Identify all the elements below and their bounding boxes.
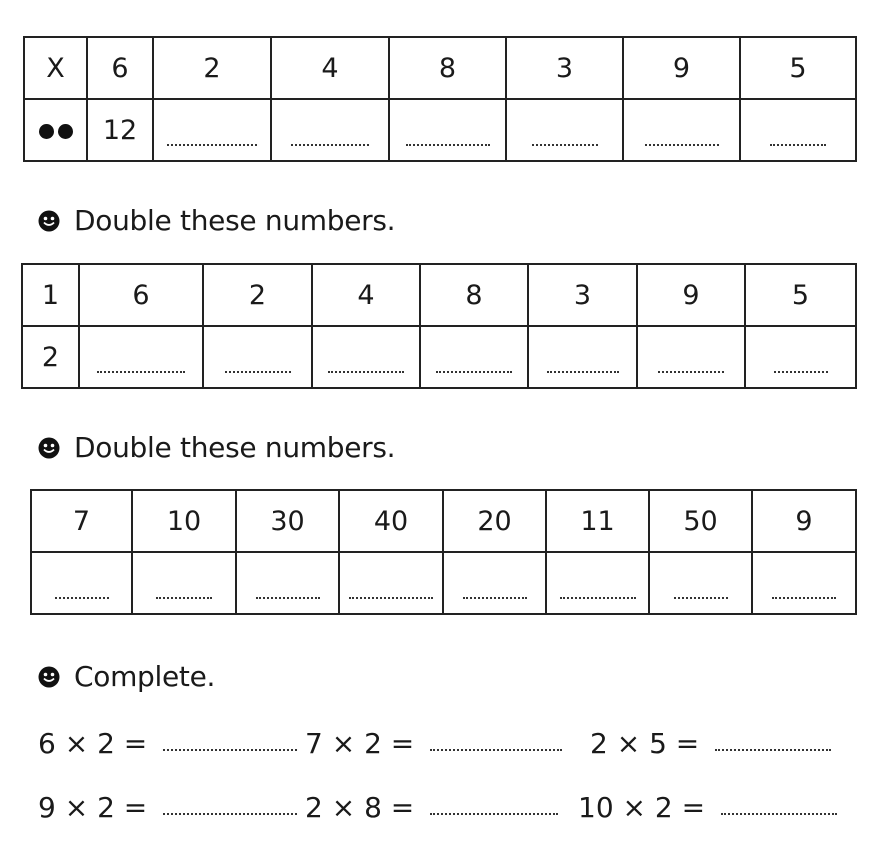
table3-cell: 9 [752,490,856,552]
table1-given-answer: 12 [87,99,153,161]
equation [578,784,837,824]
answer-blank[interactable] [649,552,752,614]
answer-blank[interactable] [623,99,740,161]
answer-blank[interactable] [430,812,558,815]
equation-expression: 2 × 5 = [590,727,700,760]
table2-cell: 9 [637,264,745,326]
answer-blank[interactable] [506,99,623,161]
table2-row-header: 2 [22,326,79,388]
equation [305,784,558,824]
answer-blank[interactable] [637,326,745,388]
table2-cell: 6 [79,264,203,326]
answer-blank[interactable] [163,812,297,815]
table2-cell: 5 [745,264,856,326]
answer-blank[interactable] [312,326,420,388]
answer-blank[interactable] [153,99,271,161]
table3-cell: 7 [31,490,132,552]
table1-cell: 4 [271,37,389,99]
section-heading [38,660,215,693]
table3-cell: 10 [132,490,236,552]
answer-blank[interactable] [721,812,837,815]
table3-cell: 30 [236,490,339,552]
equation-expression: 2 × 8 = [305,791,415,824]
answer-blank[interactable] [339,552,443,614]
equation-expression: 7 × 2 = [305,727,415,760]
multiplication-table [23,36,857,162]
table2-cell: 8 [420,264,528,326]
table3-cell: 11 [546,490,649,552]
table2-cell: 2 [203,264,312,326]
doubling-table [21,263,857,389]
answer-blank[interactable] [752,552,856,614]
answer-blank[interactable] [271,99,389,161]
two-dots-icon [24,99,87,161]
equation [38,720,297,760]
smiley-icon [38,437,60,459]
answer-blank[interactable] [740,99,856,161]
heading-text: Double these numbers. [74,204,396,237]
table3-cell: 20 [443,490,546,552]
answer-blank[interactable] [745,326,856,388]
section-heading [38,204,395,237]
section-heading [38,431,395,464]
table2-cell: 4 [312,264,420,326]
table1-cell: 5 [740,37,856,99]
equation-expression: 10 × 2 = [578,791,706,824]
answer-blank[interactable] [79,326,203,388]
answer-blank[interactable] [236,552,339,614]
table1-header-x: X [24,37,87,99]
heading-text: Double these numbers. [74,431,396,464]
equation [38,784,297,824]
answer-blank[interactable] [31,552,132,614]
table1-cell: 9 [623,37,740,99]
table2-row-header: 1 [22,264,79,326]
answer-blank[interactable] [389,99,506,161]
table1-cell: 6 [87,37,153,99]
table1-cell: 3 [506,37,623,99]
equation [305,720,562,760]
equation-expression: 6 × 2 = [38,727,148,760]
table1-cell: 2 [153,37,271,99]
equation-expression: 9 × 2 = [38,791,148,824]
answer-blank[interactable] [443,552,546,614]
table2-cell: 3 [528,264,637,326]
answer-blank[interactable] [715,748,831,751]
table3-cell: 50 [649,490,752,552]
table1-cell: 8 [389,37,506,99]
answer-blank[interactable] [203,326,312,388]
answer-blank[interactable] [528,326,637,388]
smiley-icon [38,666,60,688]
answer-blank[interactable] [420,326,528,388]
table3-cell: 40 [339,490,443,552]
doubling-table-2 [30,489,857,615]
answer-blank[interactable] [546,552,649,614]
answer-blank[interactable] [132,552,236,614]
smiley-icon [38,210,60,232]
heading-text: Complete. [74,660,216,693]
equation [590,720,831,760]
answer-blank[interactable] [430,748,562,751]
answer-blank[interactable] [163,748,297,751]
